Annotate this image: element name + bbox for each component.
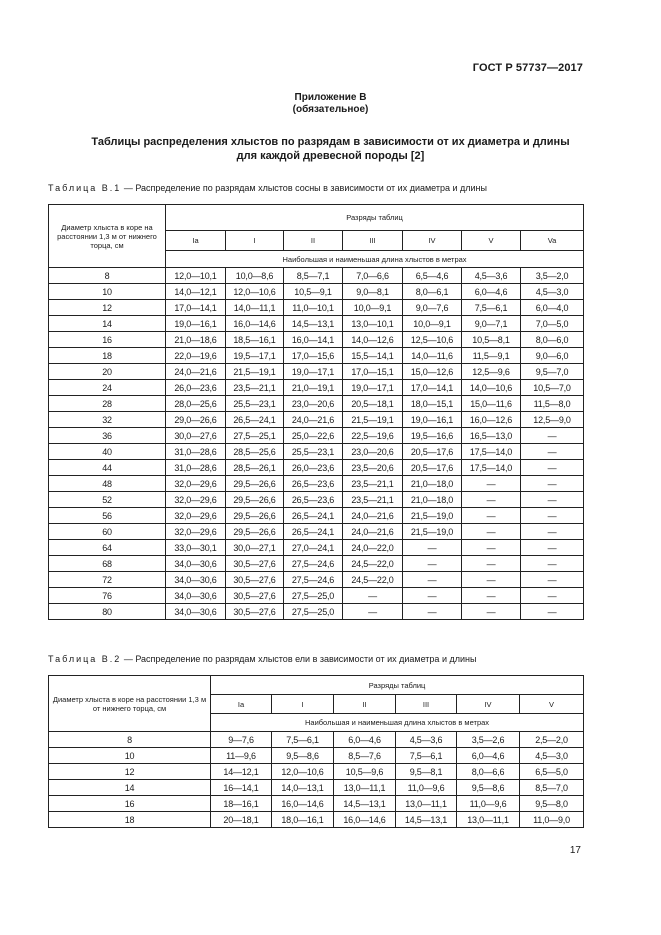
- length-range-cell: 32,0—29,6: [166, 476, 226, 492]
- standard-number: ГОСТ Р 57737—2017: [472, 62, 583, 74]
- diameter-cell: 16: [49, 332, 166, 348]
- diameter-cell: 32: [49, 412, 166, 428]
- length-range-cell: —: [521, 604, 584, 620]
- length-range-cell: 14,5—13,1: [396, 812, 457, 828]
- length-range-cell: 26,5—23,6: [284, 476, 343, 492]
- length-range-cell: 10,0—8,6: [226, 268, 284, 284]
- length-range-cell: 29,5—26,6: [226, 508, 284, 524]
- length-range-cell: 8,5—7,6: [334, 748, 396, 764]
- length-range-cell: 13,0—11,1: [457, 812, 520, 828]
- length-range-cell: 21,5—19,0: [403, 524, 462, 540]
- diameter-cell: 14: [49, 316, 166, 332]
- length-range-cell: 19,0—16,1: [166, 316, 226, 332]
- length-range-cell: 6,0—4,6: [462, 284, 521, 300]
- length-range-cell: 9,5—8,6: [272, 748, 334, 764]
- length-range-cell: 24,0—21,6: [166, 364, 226, 380]
- length-range-cell: 21,0—18,6: [166, 332, 226, 348]
- length-range-cell: 9,5—8,1: [396, 764, 457, 780]
- table1-caption-text: — Распределение по разрядам хлыстов сосны в зависимости от их диаметра и длины: [121, 183, 487, 193]
- table-row: [49, 748, 584, 764]
- length-range-cell: 28,0—25,6: [166, 396, 226, 412]
- length-range-cell: 18,5—16,1: [226, 332, 284, 348]
- table-row: [49, 524, 584, 540]
- length-range-cell: 27,0—24,1: [284, 540, 343, 556]
- table-row: [49, 284, 584, 300]
- length-range-cell: 17,0—14,1: [403, 380, 462, 396]
- length-range-cell: 23,5—21,1: [343, 476, 403, 492]
- table1-sub-header: Наибольшая и наименьшая длина хлыстов в метрах: [166, 251, 584, 268]
- table-row: [49, 572, 584, 588]
- length-range-cell: 7,0—5,0: [521, 316, 584, 332]
- length-range-cell: 16,0—14,6: [226, 316, 284, 332]
- length-range-cell: 32,0—29,6: [166, 508, 226, 524]
- length-range-cell: 16—14,1: [211, 780, 272, 796]
- length-range-cell: 9,0—6,0: [521, 348, 584, 364]
- length-range-cell: 6,0—4,0: [521, 300, 584, 316]
- length-range-cell: —: [462, 572, 521, 588]
- length-range-cell: 31,0—28,6: [166, 444, 226, 460]
- length-range-cell: 30,5—27,6: [226, 588, 284, 604]
- length-range-cell: 14,5—13,1: [334, 796, 396, 812]
- table-row: [49, 508, 584, 524]
- length-range-cell: 11,0—9,6: [396, 780, 457, 796]
- table-row: [49, 812, 584, 828]
- length-range-cell: 10,5—8,1: [462, 332, 521, 348]
- diameter-cell: 12: [49, 764, 211, 780]
- length-range-cell: 6,0—4,6: [457, 748, 520, 764]
- length-range-cell: 27,5—25,0: [284, 588, 343, 604]
- diameter-cell: 8: [49, 732, 211, 748]
- length-range-cell: 11,5—8,0: [521, 396, 584, 412]
- length-range-cell: 23,5—21,1: [343, 492, 403, 508]
- section-title-line1: Таблицы распределения хлыстов по разрядам в зависимости от их диаметра и длины: [91, 136, 570, 148]
- table2-col0-header: Диаметр хлыста в коре на расстоянии 1,3 м от нижнего торца, см: [49, 676, 211, 732]
- length-range-cell: 27,5—25,1: [226, 428, 284, 444]
- length-range-cell: 19,5—16,6: [403, 428, 462, 444]
- length-range-cell: 4,5—3,6: [462, 268, 521, 284]
- length-range-cell: 18—16,1: [211, 796, 272, 812]
- length-range-cell: 21,0—18,0: [403, 492, 462, 508]
- length-range-cell: 7,5—6,1: [462, 300, 521, 316]
- length-range-cell: —: [343, 588, 403, 604]
- length-range-cell: —: [521, 588, 584, 604]
- length-range-cell: —: [521, 524, 584, 540]
- length-range-cell: 11,0—9,0: [520, 812, 584, 828]
- length-range-cell: 12,0—10,6: [272, 764, 334, 780]
- length-range-cell: 14,0—10,6: [462, 380, 521, 396]
- length-range-cell: —: [462, 524, 521, 540]
- length-range-cell: —: [521, 556, 584, 572]
- length-range-cell: 21,0—18,0: [403, 476, 462, 492]
- length-range-cell: 10,5—9,6: [334, 764, 396, 780]
- length-range-cell: 32,0—29,6: [166, 492, 226, 508]
- length-range-cell: 28,5—25,6: [226, 444, 284, 460]
- table2-group-header: Разряды таблиц: [211, 676, 584, 695]
- length-range-cell: 17,0—15,1: [343, 364, 403, 380]
- length-range-cell: 17,0—15,6: [284, 348, 343, 364]
- length-range-cell: 3,5—2,6: [457, 732, 520, 748]
- diameter-cell: 24: [49, 380, 166, 396]
- table-row: [49, 268, 584, 284]
- length-range-cell: —: [462, 508, 521, 524]
- length-range-cell: 10,0—9,1: [343, 300, 403, 316]
- length-range-cell: 29,5—26,6: [226, 476, 284, 492]
- length-range-cell: —: [521, 444, 584, 460]
- length-range-cell: 12,5—10,6: [403, 332, 462, 348]
- length-range-cell: 26,0—23,6: [166, 380, 226, 396]
- length-range-cell: 25,0—22,6: [284, 428, 343, 444]
- length-range-cell: 16,0—14,6: [334, 812, 396, 828]
- length-range-cell: 9—7,6: [211, 732, 272, 748]
- appendix-heading: [0, 92, 661, 116]
- length-range-cell: 24,5—22,0: [343, 556, 403, 572]
- length-range-cell: 21,5—19,1: [343, 412, 403, 428]
- length-range-cell: 34,0—30,6: [166, 604, 226, 620]
- length-range-cell: —: [403, 540, 462, 556]
- length-range-cell: 14,0—11,6: [403, 348, 462, 364]
- table-row: [49, 492, 584, 508]
- table-row: [49, 412, 584, 428]
- diameter-cell: 80: [49, 604, 166, 620]
- length-range-cell: 34,0—30,6: [166, 556, 226, 572]
- table2-column-header: I: [272, 695, 334, 714]
- table1-column-header: V: [462, 231, 521, 251]
- length-range-cell: 17,0—14,1: [166, 300, 226, 316]
- length-range-cell: 12,0—10,1: [166, 268, 226, 284]
- length-range-cell: —: [462, 492, 521, 508]
- length-range-cell: 22,5—19,6: [343, 428, 403, 444]
- length-range-cell: 30,0—27,1: [226, 540, 284, 556]
- length-range-cell: 10,0—9,1: [403, 316, 462, 332]
- length-range-cell: 9,0—8,1: [343, 284, 403, 300]
- length-range-cell: —: [403, 588, 462, 604]
- diameter-cell: 64: [49, 540, 166, 556]
- length-range-cell: 29,5—26,6: [226, 492, 284, 508]
- length-range-cell: 11,0—9,6: [457, 796, 520, 812]
- length-range-cell: 9,5—8,6: [457, 780, 520, 796]
- length-range-cell: 20,5—18,1: [343, 396, 403, 412]
- diameter-cell: 16: [49, 796, 211, 812]
- length-range-cell: 20,5—17,6: [403, 460, 462, 476]
- length-range-cell: 10,5—9,1: [284, 284, 343, 300]
- diameter-cell: 18: [49, 812, 211, 828]
- table-row: [49, 764, 584, 780]
- table1-column-header: II: [284, 231, 343, 251]
- length-range-cell: 17,5—14,0: [462, 444, 521, 460]
- table-row: [49, 444, 584, 460]
- length-range-cell: —: [343, 604, 403, 620]
- table-row: [49, 428, 584, 444]
- length-range-cell: 23,5—21,1: [226, 380, 284, 396]
- length-range-cell: 19,5—17,1: [226, 348, 284, 364]
- length-range-cell: 29,5—26,6: [226, 524, 284, 540]
- length-range-cell: —: [462, 540, 521, 556]
- section-title-line2: для каждой древесной породы [2]: [236, 150, 425, 162]
- length-range-cell: 16,5—13,0: [462, 428, 521, 444]
- table-row: [49, 604, 584, 620]
- length-range-cell: 23,0—20,6: [343, 444, 403, 460]
- page-number: 17: [569, 845, 581, 856]
- length-range-cell: 14—12,1: [211, 764, 272, 780]
- length-range-cell: 11,5—9,1: [462, 348, 521, 364]
- length-range-cell: 13,0—10,1: [343, 316, 403, 332]
- length-range-cell: 6,0—4,6: [334, 732, 396, 748]
- length-range-cell: 24,0—22,0: [343, 540, 403, 556]
- length-range-cell: 6,5—5,0: [520, 764, 584, 780]
- length-range-cell: 21,5—19,1: [226, 364, 284, 380]
- length-range-cell: 26,0—23,6: [284, 460, 343, 476]
- table2-column-header: V: [520, 695, 584, 714]
- appendix-status: (обязательное): [292, 104, 369, 115]
- length-range-cell: 18,0—15,1: [403, 396, 462, 412]
- length-range-cell: 13,0—11,1: [334, 780, 396, 796]
- table2-column-header: IV: [457, 695, 520, 714]
- length-range-cell: 26,5—24,1: [284, 524, 343, 540]
- table1-caption: [48, 183, 487, 193]
- diameter-cell: 14: [49, 780, 211, 796]
- length-range-cell: 16,0—12,6: [462, 412, 521, 428]
- table-row: [49, 380, 584, 396]
- length-range-cell: 2,5—2,0: [520, 732, 584, 748]
- table2-caption: [48, 654, 476, 664]
- diameter-cell: 40: [49, 444, 166, 460]
- length-range-cell: 26,5—24,1: [226, 412, 284, 428]
- length-range-cell: 16,0—14,1: [284, 332, 343, 348]
- table2-caption-text: — Распределение по разрядам хлыстов ели в зависимости от их диаметра и длины: [121, 654, 477, 664]
- length-range-cell: 8,0—6,0: [521, 332, 584, 348]
- table-row: [49, 732, 584, 748]
- diameter-cell: 52: [49, 492, 166, 508]
- length-range-cell: 15,5—14,1: [343, 348, 403, 364]
- length-range-cell: —: [403, 572, 462, 588]
- diameter-cell: 60: [49, 524, 166, 540]
- length-range-cell: —: [521, 492, 584, 508]
- length-range-cell: —: [403, 556, 462, 572]
- diameter-cell: 12: [49, 300, 166, 316]
- length-range-cell: 27,5—24,6: [284, 556, 343, 572]
- table2-column-header: II: [334, 695, 396, 714]
- length-range-cell: —: [521, 428, 584, 444]
- length-range-cell: 28,5—26,1: [226, 460, 284, 476]
- length-range-cell: —: [521, 508, 584, 524]
- length-range-cell: 30,5—27,6: [226, 556, 284, 572]
- length-range-cell: 34,0—30,6: [166, 588, 226, 604]
- length-range-cell: 9,0—7,6: [403, 300, 462, 316]
- length-range-cell: 7,5—6,1: [396, 748, 457, 764]
- table-row: [49, 300, 584, 316]
- length-range-cell: 32,0—29,6: [166, 524, 226, 540]
- length-range-cell: 10,5—7,0: [521, 380, 584, 396]
- table1-column-header: I: [226, 231, 284, 251]
- table1-column-header: III: [343, 231, 403, 251]
- length-range-cell: 18,0—16,1: [272, 812, 334, 828]
- diameter-cell: 56: [49, 508, 166, 524]
- diameter-cell: 10: [49, 284, 166, 300]
- length-range-cell: 7,0—6,6: [343, 268, 403, 284]
- length-range-cell: 30,0—27,6: [166, 428, 226, 444]
- length-range-cell: 20,5—17,6: [403, 444, 462, 460]
- table2-column-header: Ia: [211, 695, 272, 714]
- diameter-cell: 76: [49, 588, 166, 604]
- length-range-cell: 24,0—21,6: [284, 412, 343, 428]
- length-range-cell: 16,0—14,6: [272, 796, 334, 812]
- length-range-cell: 26,5—23,6: [284, 492, 343, 508]
- length-range-cell: 24,0—21,6: [343, 524, 403, 540]
- table-row: [49, 460, 584, 476]
- length-range-cell: —: [521, 476, 584, 492]
- length-range-cell: 11—9,6: [211, 748, 272, 764]
- table-row: [49, 396, 584, 412]
- length-range-cell: 9,0—7,1: [462, 316, 521, 332]
- length-range-cell: 26,5—24,1: [284, 508, 343, 524]
- length-range-cell: 14,0—12,1: [166, 284, 226, 300]
- length-range-cell: 22,0—19,6: [166, 348, 226, 364]
- diameter-cell: 48: [49, 476, 166, 492]
- length-range-cell: 23,0—20,6: [284, 396, 343, 412]
- length-range-cell: 33,0—30,1: [166, 540, 226, 556]
- diameter-cell: 8: [49, 268, 166, 284]
- length-range-cell: 12,5—9,6: [462, 364, 521, 380]
- length-range-cell: 23,5—20,6: [343, 460, 403, 476]
- length-range-cell: —: [403, 604, 462, 620]
- length-range-cell: 8,5—7,0: [520, 780, 584, 796]
- length-range-cell: —: [521, 540, 584, 556]
- diameter-cell: 36: [49, 428, 166, 444]
- table1-caption-label: Таблица В.1: [48, 183, 122, 193]
- diameter-cell: 18: [49, 348, 166, 364]
- table1-group-header: Разряды таблиц: [166, 205, 584, 231]
- length-range-cell: —: [462, 604, 521, 620]
- length-range-cell: 30,5—27,6: [226, 604, 284, 620]
- length-range-cell: 21,0—19,1: [284, 380, 343, 396]
- length-range-cell: 29,0—26,6: [166, 412, 226, 428]
- table-row: [49, 348, 584, 364]
- diameter-cell: 28: [49, 396, 166, 412]
- length-range-cell: 19,0—16,1: [403, 412, 462, 428]
- length-range-cell: 31,0—28,6: [166, 460, 226, 476]
- length-range-cell: 19,0—17,1: [343, 380, 403, 396]
- length-range-cell: 25,5—23,1: [284, 444, 343, 460]
- diameter-cell: 44: [49, 460, 166, 476]
- table1-column-header: Ia: [166, 231, 226, 251]
- length-range-cell: 15,0—11,6: [462, 396, 521, 412]
- length-range-cell: 34,0—30,6: [166, 572, 226, 588]
- length-range-cell: —: [462, 556, 521, 572]
- length-range-cell: —: [521, 572, 584, 588]
- length-range-cell: 19,0—17,1: [284, 364, 343, 380]
- length-range-cell: 12,5—9,0: [521, 412, 584, 428]
- length-range-cell: 25,5—23,1: [226, 396, 284, 412]
- table-row: [49, 556, 584, 572]
- table-row: [49, 316, 584, 332]
- length-range-cell: 4,5—3,0: [520, 748, 584, 764]
- table-spruce: [48, 675, 584, 828]
- length-range-cell: 4,5—3,0: [521, 284, 584, 300]
- length-range-cell: —: [521, 460, 584, 476]
- table-row: [49, 540, 584, 556]
- length-range-cell: 24,0—21,6: [343, 508, 403, 524]
- diameter-cell: 20: [49, 364, 166, 380]
- length-range-cell: 14,0—13,1: [272, 780, 334, 796]
- length-range-cell: 6,5—4,6: [403, 268, 462, 284]
- length-range-cell: 9,5—8,0: [520, 796, 584, 812]
- length-range-cell: 30,5—27,6: [226, 572, 284, 588]
- length-range-cell: 21,5—19,0: [403, 508, 462, 524]
- length-range-cell: —: [462, 588, 521, 604]
- length-range-cell: 27,5—24,6: [284, 572, 343, 588]
- table-row: [49, 796, 584, 812]
- length-range-cell: 17,5—14,0: [462, 460, 521, 476]
- length-range-cell: 9,5—7,0: [521, 364, 584, 380]
- table1-col0-header: Диаметр хлыста в коре на расстоянии 1,3 м от нижнего торца, см: [49, 205, 166, 268]
- length-range-cell: 4,5—3,6: [396, 732, 457, 748]
- length-range-cell: 8,5—7,1: [284, 268, 343, 284]
- length-range-cell: 14,0—12,6: [343, 332, 403, 348]
- length-range-cell: 3,5—2,0: [521, 268, 584, 284]
- table-row: [49, 476, 584, 492]
- length-range-cell: 12,0—10,6: [226, 284, 284, 300]
- section-title: [0, 135, 661, 163]
- table2-column-header: III: [396, 695, 457, 714]
- length-range-cell: 7,5—6,1: [272, 732, 334, 748]
- diameter-cell: 72: [49, 572, 166, 588]
- diameter-cell: 68: [49, 556, 166, 572]
- table-pine: [48, 204, 584, 620]
- length-range-cell: 8,0—6,1: [403, 284, 462, 300]
- length-range-cell: 14,0—11,1: [226, 300, 284, 316]
- table2-sub-header: Наибольшая и наименьшая длина хлыстов в метрах: [211, 714, 584, 732]
- table-row: [49, 364, 584, 380]
- length-range-cell: 8,0—6,6: [457, 764, 520, 780]
- table-row: [49, 588, 584, 604]
- length-range-cell: 13,0—11,1: [396, 796, 457, 812]
- table-row: [49, 332, 584, 348]
- length-range-cell: —: [462, 476, 521, 492]
- length-range-cell: 24,5—22,0: [343, 572, 403, 588]
- length-range-cell: 20—18,1: [211, 812, 272, 828]
- appendix-title: Приложение В: [294, 92, 367, 103]
- table2-caption-label: Таблица В.2: [48, 654, 122, 664]
- table-row: [49, 780, 584, 796]
- diameter-cell: 10: [49, 748, 211, 764]
- length-range-cell: 27,5—25,0: [284, 604, 343, 620]
- length-range-cell: 11,0—10,1: [284, 300, 343, 316]
- length-range-cell: 14,5—13,1: [284, 316, 343, 332]
- table1-column-header: Va: [521, 231, 584, 251]
- table1-column-header: IV: [403, 231, 462, 251]
- length-range-cell: 15,0—12,6: [403, 364, 462, 380]
